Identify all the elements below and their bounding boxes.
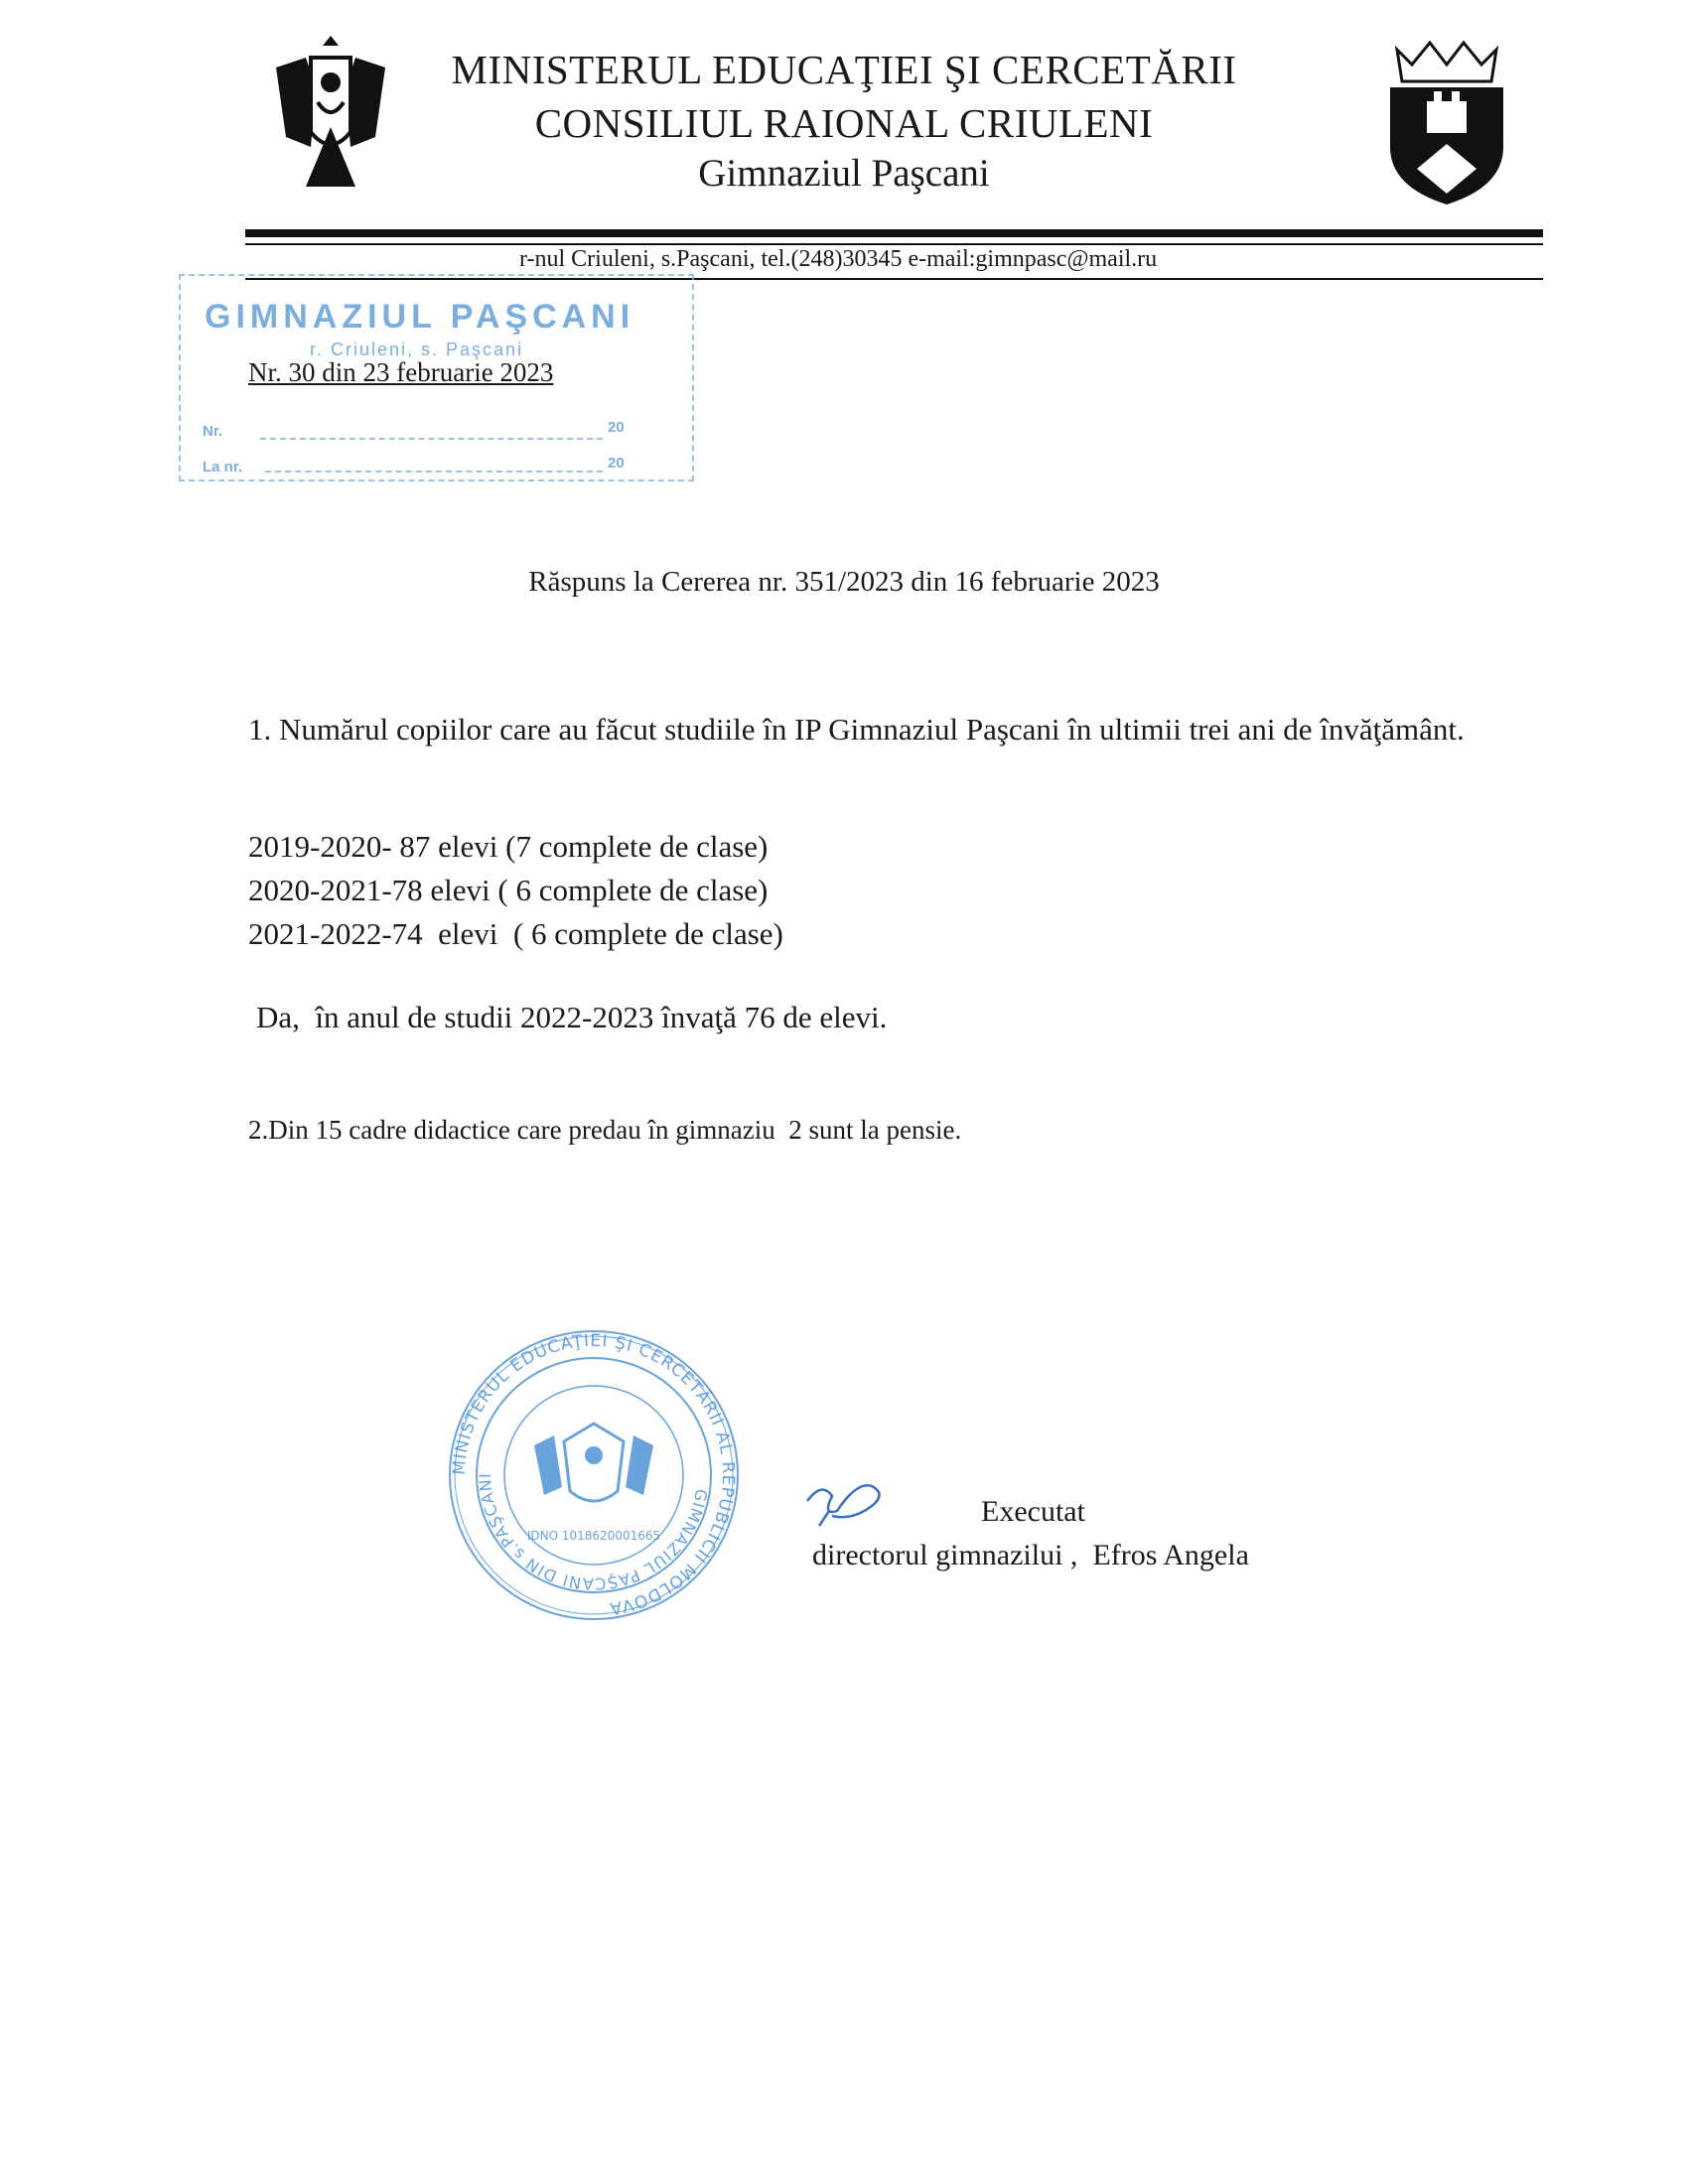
enrollment-year: 2019-2020- 87 elevi (7 complete de clase) xyxy=(248,829,769,864)
svg-text:IDNO 1018620001665: IDNO 1018620001665 xyxy=(526,1529,661,1543)
handwritten-signature xyxy=(799,1471,909,1531)
stamp-subtitle: r. Criuleni, s. Paşcani xyxy=(310,340,524,359)
subject-line: Răspuns la Cererea nr. 351/2023 din 16 februarie 2023 xyxy=(528,566,1160,598)
ministry-heading: MINISTERUL EDUCAŢIEI ŞI CERCETĂRII xyxy=(451,47,1237,92)
stamp-nr-label: Nr. xyxy=(203,423,223,440)
registration-number: Nr. 30 din 23 februarie 2023 xyxy=(248,357,554,387)
enrollment-year: 2020-2021-78 elevi ( 6 complete de clase) xyxy=(248,873,769,907)
enrollment-list xyxy=(248,825,783,956)
school-heading: Gimnaziul Paşcani xyxy=(698,152,990,195)
enrollment-year: 2021-2022-74 elevi ( 6 complete de clase) xyxy=(248,916,783,951)
item-2-text: 2.Din 15 cadre didactice care predau în gimnaziu 2 sunt la pensie. xyxy=(248,1115,962,1145)
header-rule-thin xyxy=(245,243,1543,245)
stamp-la-nr-line xyxy=(265,471,603,473)
contact-line: r-nul Criuleni, s.Paşcani, tel.(248)30345 e-mail:gimnpasc@mail.ru xyxy=(519,246,1158,272)
svg-text:GIMNAZIUL PAŞCANI DIN s.PAŞCAN: GIMNAZIUL PAŞCANI DIN s.PAŞCANI xyxy=(475,1472,712,1594)
stamp-nr-line xyxy=(260,438,603,440)
official-seal xyxy=(445,1326,743,1624)
header-rule-thick xyxy=(245,229,1543,237)
current-year-text: Da, în anul de studii 2022-2023 învaţă 76 de elevi. xyxy=(256,1000,888,1034)
signer-name: directorul gimnazilui , Efros Angela xyxy=(812,1539,1249,1571)
stamp-title: GIMNAZIUL PAŞCANI xyxy=(205,298,635,336)
stamp-la-nr-label: La nr. xyxy=(203,459,243,476)
stamp-year2: 20 xyxy=(608,455,625,472)
council-heading: CONSILIUL RAIONAL CRIULENI xyxy=(534,100,1154,146)
svg-text:MINISTERUL EDUCAŢIEI ŞI CERCET: MINISTERUL EDUCAŢIEI ŞI CERCETĂRII AL REPUBLICII MOLDOVA xyxy=(449,1330,739,1619)
stamp-year1: 20 xyxy=(608,419,625,436)
executed-label: Executat xyxy=(981,1495,1085,1528)
item-1-text: 1. Numărul copiilor care au făcut studiile în IP Gimnaziul Paşcani în ultimii trei ani de învăţământ. xyxy=(248,712,1465,747)
